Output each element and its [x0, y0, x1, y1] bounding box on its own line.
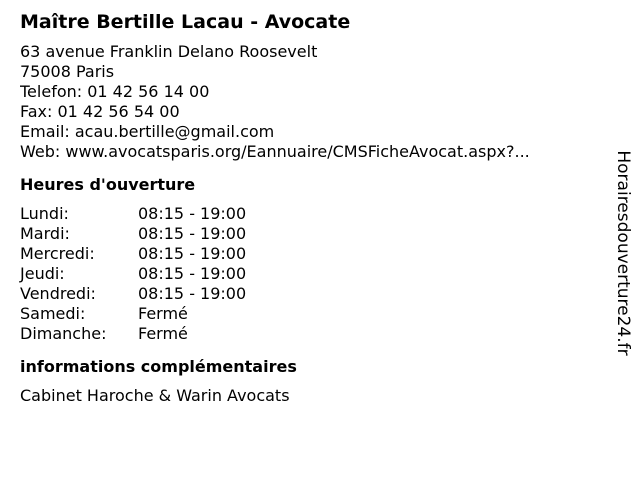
day-hours: 08:15 - 19:00 — [138, 284, 247, 303]
fax-number: Fax: 01 42 56 54 00 — [20, 102, 180, 121]
email-label: Email: — [20, 122, 75, 141]
hours-row-saturday — [20, 304, 600, 324]
day-label: Vendredi: — [20, 284, 96, 303]
business-card — [20, 10, 600, 406]
day-label: Mercredi: — [20, 244, 95, 263]
website-link[interactable]: www.avocatsparis.org/Eannuaire/CMSFicheAvocat.aspx?... — [65, 142, 530, 161]
hours-row-sunday — [20, 324, 600, 344]
opening-hours-table — [20, 204, 600, 344]
day-hours: 08:15 - 19:00 — [138, 204, 247, 223]
day-label: Mardi: — [20, 224, 70, 243]
hours-row-friday — [20, 284, 600, 304]
day-hours: 08:15 - 19:00 — [138, 244, 247, 263]
day-label: Lundi: — [20, 204, 69, 223]
address-street: 63 avenue Franklin Delano Roosevelt — [20, 42, 318, 61]
day-hours: Fermé — [138, 304, 188, 323]
day-hours: 08:15 - 19:00 — [138, 264, 247, 283]
additional-info-text: Cabinet Haroche & Warin Avocats — [20, 386, 290, 405]
phone-number: Telefon: 01 42 56 14 00 — [20, 82, 210, 101]
page-title: Maître Bertille Lacau - Avocate — [20, 11, 351, 33]
day-label: Samedi: — [20, 304, 86, 323]
day-hours: Fermé — [138, 324, 188, 343]
day-label: Jeudi: — [20, 264, 65, 283]
site-watermark: Horairesdouverture24.fr — [613, 150, 633, 356]
email-line — [20, 122, 600, 142]
email-link[interactable]: acau.bertille@gmail.com — [74, 122, 275, 141]
hours-row-tuesday — [20, 224, 600, 244]
day-hours: 08:15 - 19:00 — [138, 224, 247, 243]
web-label: Web: — [20, 142, 66, 161]
hours-row-monday — [20, 204, 600, 224]
web-line — [20, 142, 600, 162]
opening-hours-heading: Heures d'ouverture — [20, 175, 196, 194]
day-label: Dimanche: — [20, 324, 107, 343]
hours-row-thursday — [20, 264, 600, 284]
address-city: 75008 Paris — [20, 62, 115, 81]
hours-row-wednesday — [20, 244, 600, 264]
additional-info-heading: informations complémentaires — [20, 357, 297, 376]
